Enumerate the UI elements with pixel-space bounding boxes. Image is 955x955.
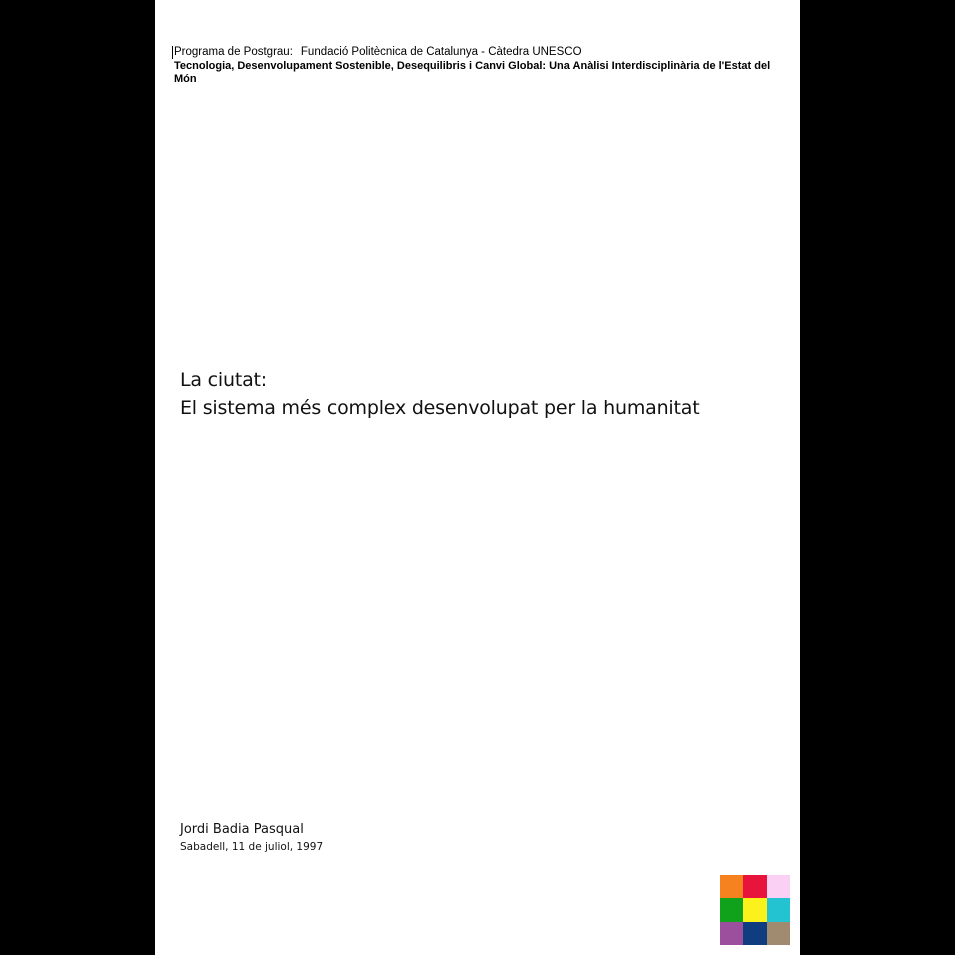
document-title [180, 366, 699, 422]
logo-tile [767, 875, 790, 898]
logo-tile [720, 875, 743, 898]
logo-tile [743, 898, 766, 921]
course-title: Tecnologia, Desenvolupament Sostenible, Desequilibris i Canvi Global: Una Anàlisi Interdisciplinària de l'Estat del Món [174, 60, 771, 85]
logo-tile [720, 898, 743, 921]
title-line-2: El sistema més complex desenvolupat per la humanitat [180, 397, 700, 419]
logo-tile [743, 922, 766, 945]
color-grid-logo [720, 875, 790, 945]
place-date: Sabadell, 11 de juliol, 1997 [180, 841, 324, 853]
author-block [180, 821, 323, 855]
logo-tile [767, 898, 790, 921]
logo-tile [743, 875, 766, 898]
program-line [172, 46, 772, 59]
logo-tile [720, 922, 743, 945]
document-page [155, 0, 800, 955]
program-label: Programa de Postgrau: [174, 46, 293, 58]
title-line-1: La ciutat: [180, 369, 267, 391]
author-name: Jordi Badia Pasqual [180, 822, 304, 837]
document-header [172, 46, 772, 86]
institution-name: Fundació Politècnica de Catalunya - Càtedra UNESCO [300, 46, 582, 58]
logo-tile [767, 922, 790, 945]
